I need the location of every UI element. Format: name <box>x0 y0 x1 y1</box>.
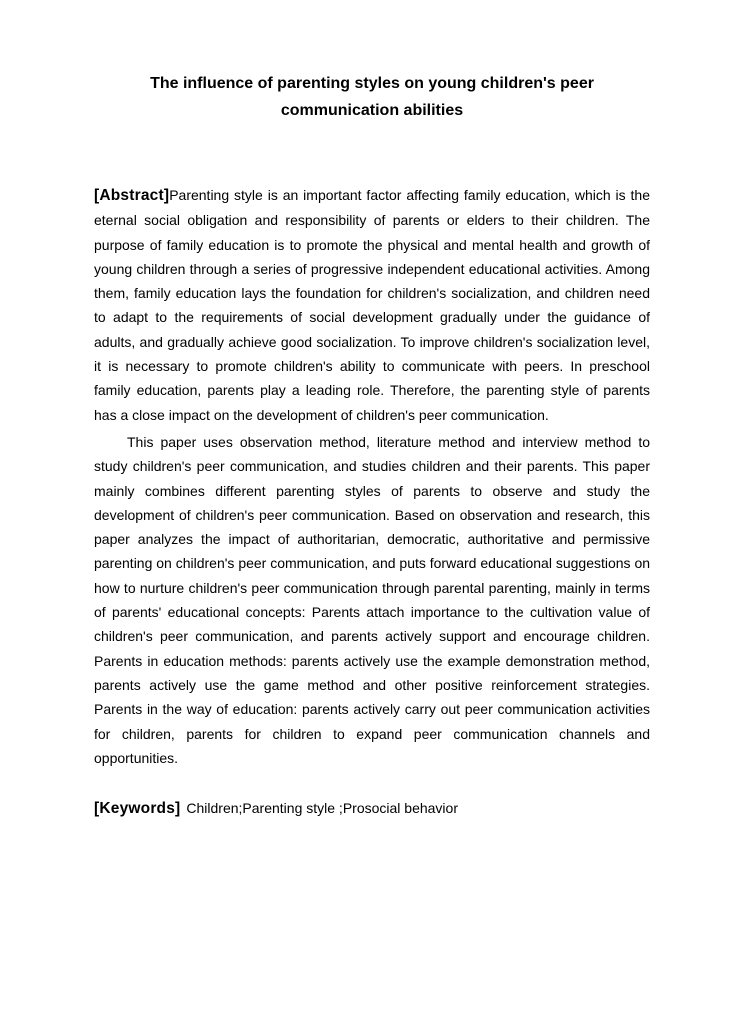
paper-title: The influence of parenting styles on young children's peer communication abilities <box>150 75 594 119</box>
keywords-line <box>94 796 650 821</box>
abstract-label: [Abstract] <box>94 187 170 204</box>
abstract-body: Parenting style is an important factor affecting family education, which is the eternal social obligation and responsibility of parents or elders to their children. The purpose of family education is to promote the physical and mental health and growth of young children through a series of progressive independent educational activities. Among them, family education lays the foundation for children's socialization, and children need to adapt to the requirements of social development gradually under the guidance of adults, and gradually achieve good socialization. To improve children's socialization level, it is necessary to promote children's ability to communicate with peers. In preschool family education, parents play a leading role. Therefore, the parenting style of parents has a close impact on the development of children's peer communication. <box>94 187 650 423</box>
keywords-label: [Keywords] <box>94 800 181 818</box>
keywords-body: Children;Parenting style ;Prosocial behavior <box>186 800 458 817</box>
abstract-paragraph <box>94 183 650 427</box>
methodology-paragraph: This paper uses observation method, literature method and interview method to study children's peer communication, and studies children and their parents. This paper mainly combines different parenting styles of parents to observe and study the development of children's peer communication. Based on observation and research, this paper analyzes the impact of authoritarian, democratic, authoritative and permissive parenting on children's peer communication, and puts forward educational suggestions on how to nurture children's peer communication through parental parenting, mainly in terms of parents' educational concepts: Parents attach importance to the cultivation value of children's peer communication, and parents actively support and encourage children. Parents in education methods: parents actively use the example demonstration method, parents actively use the game method and other positive reinforcement strategies. Parents in the way of education: parents actively carry out peer communication activities for children, parents for children to expand peer communication channels and opportunities. <box>94 433 651 766</box>
